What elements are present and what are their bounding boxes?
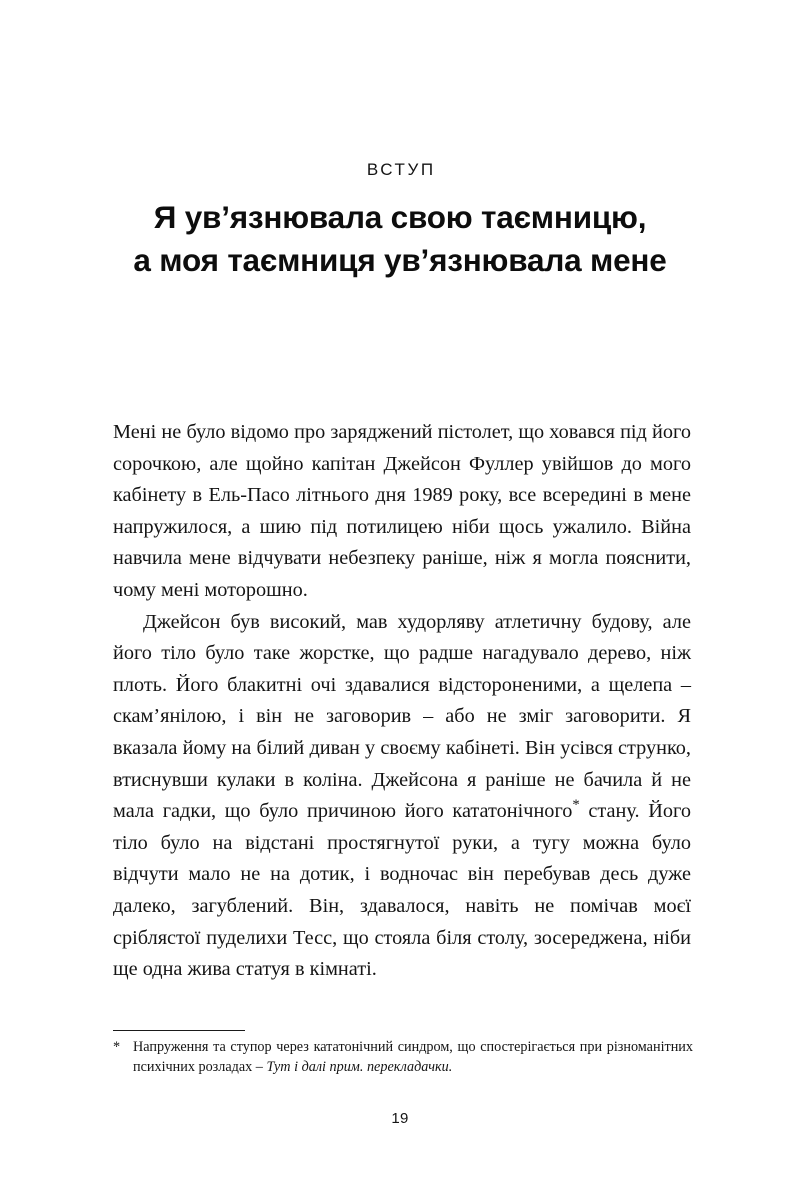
- paragraph-2-text-after-footnote: стану. Його тіло було на відстані простягнутої руки, а тугу можна було відчути мало не на дотик, і водночас він перебував десь дуже далеко, загублений. Він, здавалося, навіть не помічав моєї сріблястої пуделихи Тесс, що стояла біля столу, зосереджена, ніби ще одна жива статуя в кімнаті.: [113, 800, 692, 981]
- body-paragraph-1: Мені не було відомо про заряджений пістолет, що ховався під його сорочкою, але щойно капітан Джейсон Фуллер увійшов до мого кабінету в Ель-Пасо літнього дня 1989 року, все всередині в мене напружилося, а шию під потилицею ніби щось ужалило. Війна навчила мене відчувати небезпеку раніше, ніж я могла пояснити, чому мені моторошно.: [113, 421, 691, 601]
- footnote-reference-marker[interactable]: *: [572, 797, 580, 814]
- body-text-column: [113, 417, 691, 986]
- footnote-block: [113, 1030, 693, 1077]
- page-title: [0, 196, 800, 282]
- footnote-separator-rule: [113, 1030, 245, 1031]
- footnote-text: [133, 1038, 693, 1077]
- footnote-text-roman: Напруження та ступор через кататонічний синдром, що спостерігається при різноманітних психічних розладах –: [133, 1039, 693, 1075]
- chapter-title-line-2: а моя таємниця ув’язнювала мене: [133, 242, 667, 279]
- body-paragraph-2: [113, 607, 691, 986]
- chapter-title-line-1: Я ув’язнювала свою таємницю,: [153, 199, 647, 236]
- page-number: 19: [391, 1110, 409, 1127]
- footnote-text-italic: Тут і далі прим. перекладачки.: [266, 1058, 453, 1075]
- footnote-marker: *: [113, 1039, 121, 1055]
- chapter-heading-block: [0, 160, 800, 282]
- paragraph-2-text-before-footnote: Джейсон був високий, мав худорляву атлетичну будову, але його тіло було таке жорстке, що радше нагадувало дерево, ніж плоть. Його блакитні очі здавалися відстороненими, а щелепа – скам’янілою, і він не заговорив – або не зміг заговорити. Я вказала йому на білий диван у своєму кабінеті. Він усівся струнко, втиснувши кулаки в коліна. Джейсона я раніше не бачила й не мала гадки, що було причиною його кататонічного: [113, 610, 691, 823]
- chapter-kicker: ВСТУП: [366, 160, 436, 179]
- footnote-content: [113, 1038, 693, 1077]
